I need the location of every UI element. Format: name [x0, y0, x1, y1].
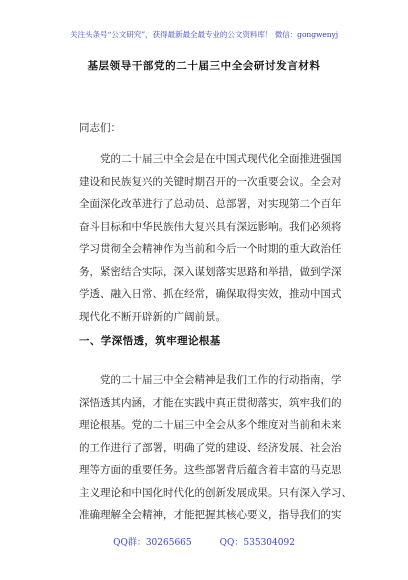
document-title: 基层领导干部党的二十届三中全会研讨发言材料	[87, 60, 321, 72]
paragraph-line: 建设和民族复兴的关键时期召开的一次重要会议。全会对	[79, 175, 342, 188]
paragraph-line: 全面深化改革进行了总动员、总部署，对实现第二个百年	[79, 198, 342, 210]
paragraph-line: 党的二十届三中全会是在中国式现代化全面推进强国	[100, 153, 342, 165]
paragraph-line: 理论根基。党的二十届三中全会从多个维度对当前和未来	[79, 419, 342, 431]
paragraph-line: 学习贯彻全会精神作为当前和今后一个时期的重大政治任	[79, 243, 342, 255]
paragraph-line: 主义理论和中国化时代化的创新发展成果。只有深入学习、	[79, 486, 352, 499]
paragraph-line: 务，紧密结合实际，深入谋划落实思路和举措，做到学深	[79, 265, 342, 278]
section-heading: 一、学深悟透，筑牢理论根基	[79, 335, 221, 347]
paragraph-line: 深悟透其内涵，才能在实践中真正贯彻落实，筑牢我们的	[79, 396, 342, 409]
paragraph-line: 理等方面的重要任务。这些部署背后蕴含着丰富的马克思	[79, 464, 342, 476]
footer-qq-group: QQ群：30265665	[113, 538, 192, 548]
paragraph-section-one	[79, 369, 352, 527]
footer-banner	[0, 535, 408, 548]
paragraph-line: 的工作进行了部署，明确了党的建设、经济发展、社会治	[79, 441, 342, 454]
paragraph-line: 准确理解全会精神，才能把握其核心要义，指导我们的实	[79, 509, 342, 521]
paragraph-line: 现代化不断开辟新的广阔前景。	[79, 310, 226, 323]
footer-qq-number: QQ：535304092	[219, 538, 295, 548]
paragraph-line: 奋斗目标和中华民族伟大复兴具有深远影响。我们必须将	[79, 220, 342, 233]
paragraph-intro	[79, 148, 341, 328]
salutation: 同志们：	[79, 122, 121, 134]
header-banner: 关注头条号“公文研究”，获得最新最全最专业的公文资料库！ 微信：gongwenyj	[69, 30, 338, 39]
paragraph-line: 党的二十届三中全会精神是我们工作的行动指南，学	[100, 374, 342, 386]
paragraph-line: 学透、融入日常、抓在经常，确保取得实效，推动中国式	[79, 288, 342, 300]
